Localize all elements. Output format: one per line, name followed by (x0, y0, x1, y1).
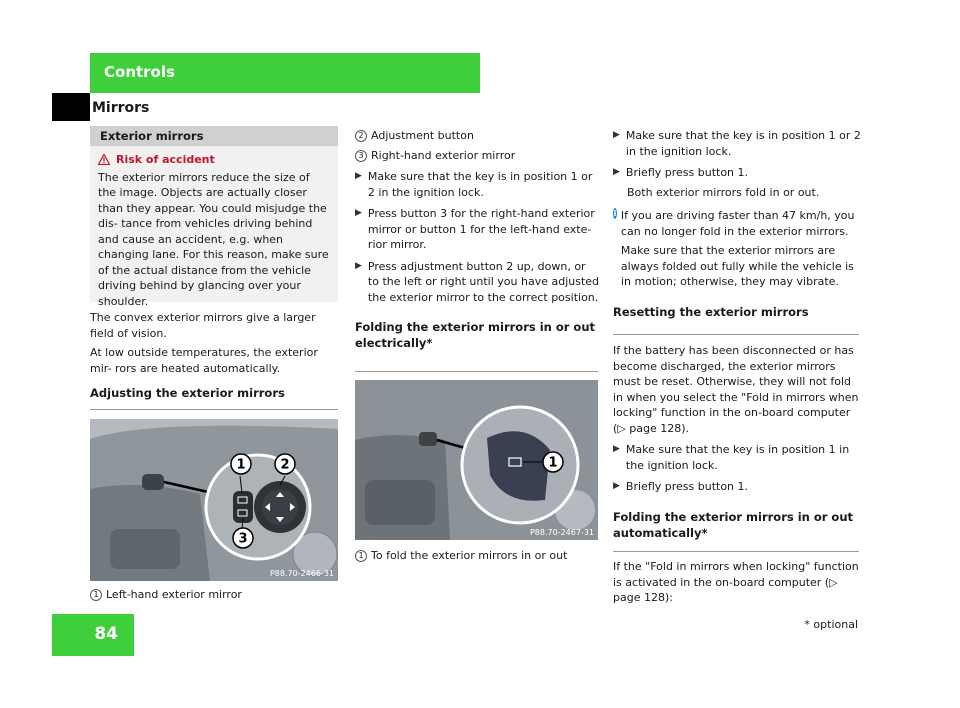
svg-text:2: 2 (280, 457, 290, 473)
svg-text:1: 1 (548, 455, 558, 471)
auto-paragraph: If the "Fold in mirrors when locking" function is activated in the on-board computer (▷ page 128): (613, 560, 859, 604)
warning-box (90, 126, 338, 308)
legend-item-1: 1 Left-hand exterior mirror (90, 587, 340, 603)
divider (613, 334, 859, 335)
footnote-optional: * optional (804, 618, 858, 631)
callout-2 (274, 453, 296, 475)
page-number: 84 (94, 624, 118, 644)
info-note (613, 208, 861, 290)
divider (613, 551, 859, 552)
divider (90, 409, 338, 410)
step-item: ▶ Press adjustment button 2 up, down, or to the left or right until you have adjusted the exterior mirror to the correct position. (355, 259, 600, 304)
svg-text:3: 3 (238, 531, 248, 547)
svg-text:1: 1 (236, 457, 246, 473)
photo-fold-button (355, 380, 598, 540)
info-text-1: If you are driving faster than 47 km/h, you can no longer fold in the exterior mirrors. (620, 209, 855, 238)
info-text-2: Make sure that the exterior mirrors are always folded out fully while the vehicle is in motion; otherwise, they may vibrate. (620, 244, 854, 288)
heading-resetting: Resetting the exterior mirrors (613, 304, 809, 319)
photo-mirror-switch (90, 419, 338, 581)
step-item: ▶ Briefly press button 1. (613, 166, 749, 179)
paragraph-convex: The convex exterior mirrors give a larger field of vision. (90, 311, 316, 340)
heading-folding-automatically: Folding the exterior mirrors in or out automatically* (613, 509, 854, 540)
photo-code: P88.70-2467-31 (529, 528, 594, 537)
risk-label: Risk of accident (116, 153, 215, 166)
legend-item-1: 1 To fold the exterior mirrors in or out (355, 548, 600, 564)
paragraph-heated: At low outside temperatures, the exterior mir- rors are heated automatically. (90, 346, 318, 375)
page-number-box (52, 614, 134, 656)
chapter-title: Controls (104, 63, 175, 81)
warning-box-title: Exterior mirrors (90, 126, 338, 146)
step-item: ▶ Press button 3 for the right-hand exterior mirror or button 1 for the left-hand exte- rior mirror. (355, 207, 595, 251)
legend-item-2: 2 Adjustment button (355, 128, 600, 144)
step-item: ▶ Make sure that the key is in position 1 in the ignition lock. (613, 443, 850, 472)
info-icon: i (613, 209, 617, 218)
photo-code: P88.70-2466-31 (269, 569, 334, 578)
callout-1 (230, 453, 252, 475)
warning-triangle-icon (98, 154, 110, 165)
step-item: ▶ Briefly press button 1. (613, 480, 749, 493)
divider (355, 371, 598, 372)
callout-3 (232, 527, 254, 549)
step-item: ▶ Make sure that the key is in position 1 or 2 in the ignition lock. (613, 129, 861, 158)
legend-item-3: 3 Right-hand exterior mirror (355, 148, 600, 164)
callout-1 (542, 451, 564, 473)
section-marker (52, 93, 90, 121)
reset-paragraph: If the battery has been disconnected or has become discharged, the exterior mirrors must be reset. Otherwise, they will not fold in when you select the "Fold in mirrors when locking" function in the on-board computer (▷ page 128). (613, 344, 859, 435)
heading-folding-electrically: Folding the exterior mirrors in or out electrically* (355, 320, 596, 350)
section-title: Mirrors (92, 100, 150, 116)
chapter-tab (90, 53, 480, 93)
warning-text: The exterior mirrors reduce the size of the image. Objects are actually closer than they appear. You could misjudge the dis- tance from vehicles driving behind and cause an accident, e.g. when changing lane. For this reason, make sure of the actual distance from the vehicle driving behind by glancing over your shoulder. (98, 170, 329, 308)
heading-adjusting: Adjusting the exterior mirrors (90, 386, 285, 400)
step-item: ▶ Make sure that the key is in position 1 or 2 in the ignition lock. (355, 170, 593, 199)
result-text: Both exterior mirrors fold in or out. (627, 185, 820, 199)
